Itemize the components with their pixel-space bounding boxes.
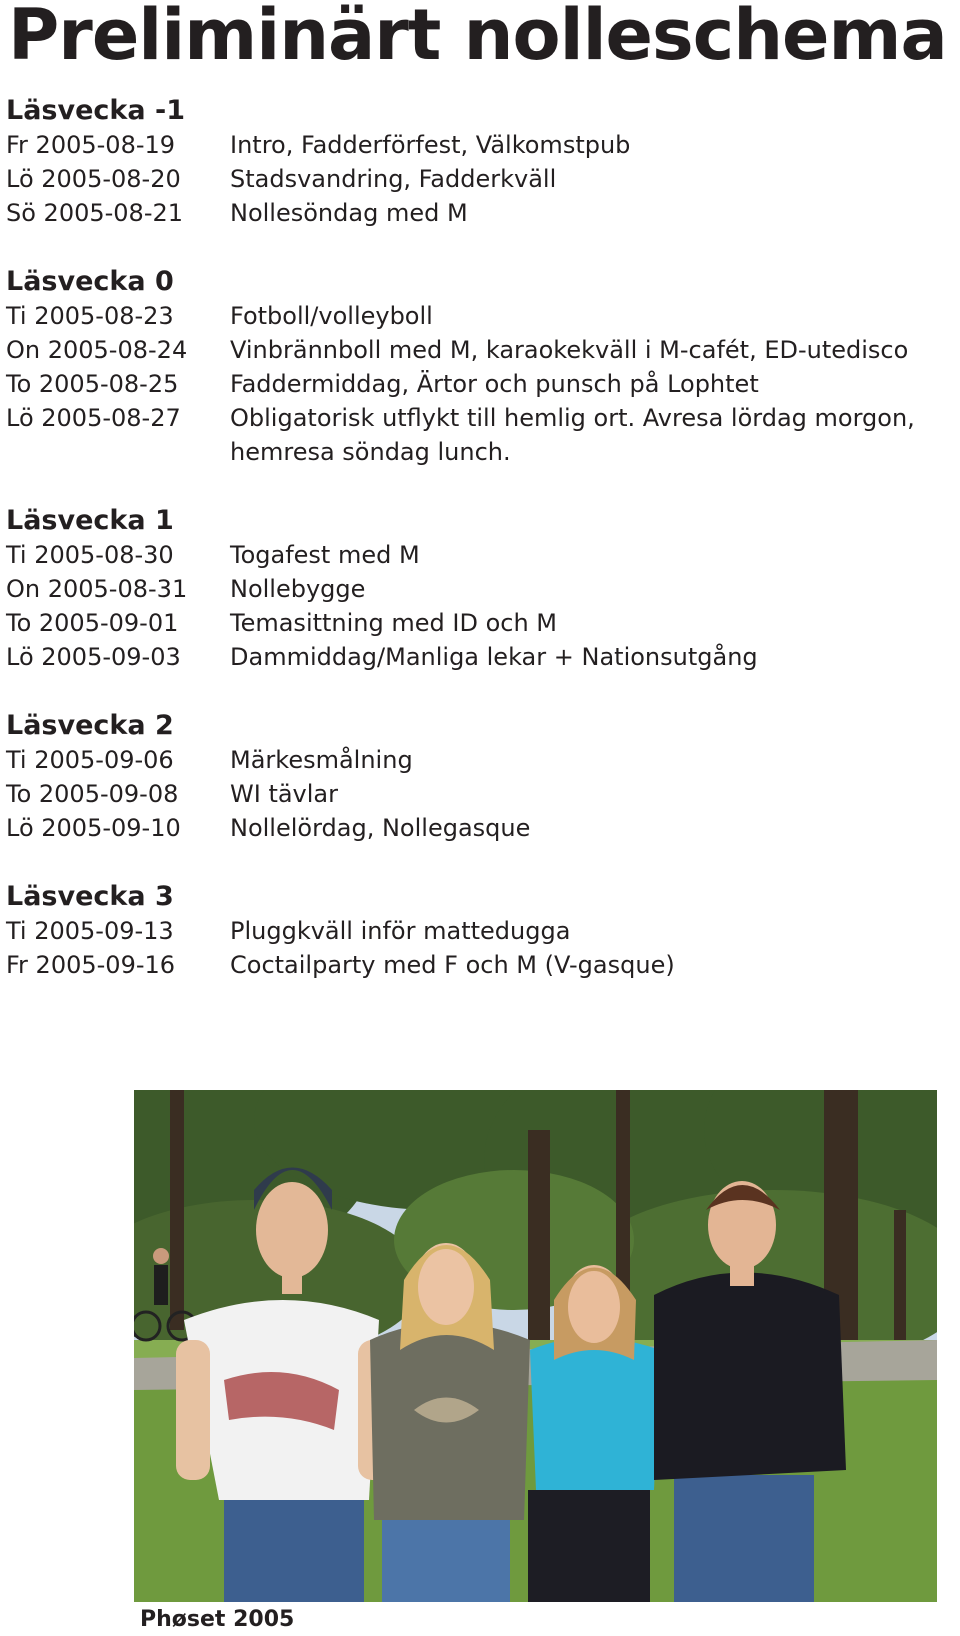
event-text: Nollesöndag med M (230, 199, 468, 227)
event-date: Fr 2005-09-16 (6, 951, 176, 979)
schedule-row (6, 811, 956, 845)
week-heading: Läsvecka 1 (6, 505, 174, 536)
schedule-row (6, 606, 956, 640)
event-text: Stadsvandring, Fadderkväll (230, 165, 557, 193)
week-section (6, 265, 956, 469)
schedule-row (6, 640, 956, 674)
week-heading: Läsvecka 3 (6, 881, 174, 912)
event-text: Dammiddag/Manliga lekar + Nationsutgång (230, 643, 758, 671)
schedule-row (6, 914, 956, 948)
event-text: Temasittning med ID och M (230, 609, 557, 637)
event-text: Märkesmålning (230, 746, 413, 774)
event-date: Lö 2005-08-20 (6, 165, 181, 193)
group-photo (134, 1090, 937, 1602)
event-date: Lö 2005-08-27 (6, 404, 181, 432)
page-title: Preliminärt nolleschema (8, 0, 947, 76)
week-section (6, 880, 956, 982)
event-date: Sö 2005-08-21 (6, 199, 184, 227)
week-section (6, 94, 956, 230)
event-date: On 2005-08-24 (6, 336, 188, 364)
schedule-row (6, 948, 956, 982)
event-date: Ti 2005-09-13 (6, 917, 174, 945)
event-text: Intro, Fadderförfest, Välkomstpub (230, 131, 631, 159)
event-date: To 2005-09-08 (6, 780, 179, 808)
week-heading: Läsvecka 2 (6, 710, 174, 741)
schedule-row (6, 777, 956, 811)
event-text: WI tävlar (230, 780, 338, 808)
schedule (6, 94, 956, 1017)
event-date: On 2005-08-31 (6, 575, 188, 603)
event-date: To 2005-09-01 (6, 609, 179, 637)
event-text: Obligatorisk utflykt till hemlig ort. Avresa lördag morgon, hemresa söndag lunch. (230, 404, 915, 466)
event-text: Faddermiddag, Ärtor och punsch på Lophtet (230, 370, 759, 398)
event-text: Pluggkväll inför mattedugga (230, 917, 571, 945)
schedule-row (6, 743, 956, 777)
event-text: Nollelördag, Nollegasque (230, 814, 531, 842)
schedule-row (6, 538, 956, 572)
event-date: Fr 2005-08-19 (6, 131, 176, 159)
week-section (6, 709, 956, 845)
event-text: Togafest med M (230, 541, 420, 569)
event-text: Fotboll/volleyboll (230, 302, 433, 330)
schedule-row (6, 128, 956, 162)
event-date: Ti 2005-08-23 (6, 302, 174, 330)
schedule-row (6, 401, 956, 469)
event-date: Lö 2005-09-03 (6, 643, 181, 671)
event-date: Lö 2005-09-10 (6, 814, 181, 842)
schedule-row (6, 299, 956, 333)
schedule-row (6, 572, 956, 606)
week-heading: Läsvecka -1 (6, 95, 185, 126)
event-date: Ti 2005-09-06 (6, 746, 174, 774)
week-heading: Läsvecka 0 (6, 266, 174, 297)
week-section (6, 504, 956, 674)
schedule-row (6, 367, 956, 401)
event-text: Coctailparty med F och M (V-gasque) (230, 951, 675, 979)
event-text: Nollebygge (230, 575, 366, 603)
schedule-row (6, 333, 956, 367)
event-date: Ti 2005-08-30 (6, 541, 174, 569)
photo-caption: Phøset 2005 (140, 1607, 295, 1632)
schedule-row (6, 196, 956, 230)
schedule-row (6, 162, 956, 196)
event-date: To 2005-08-25 (6, 370, 179, 398)
event-text: Vinbrännboll med M, karaokekväll i M-cafét, ED-utedisco (230, 336, 909, 364)
